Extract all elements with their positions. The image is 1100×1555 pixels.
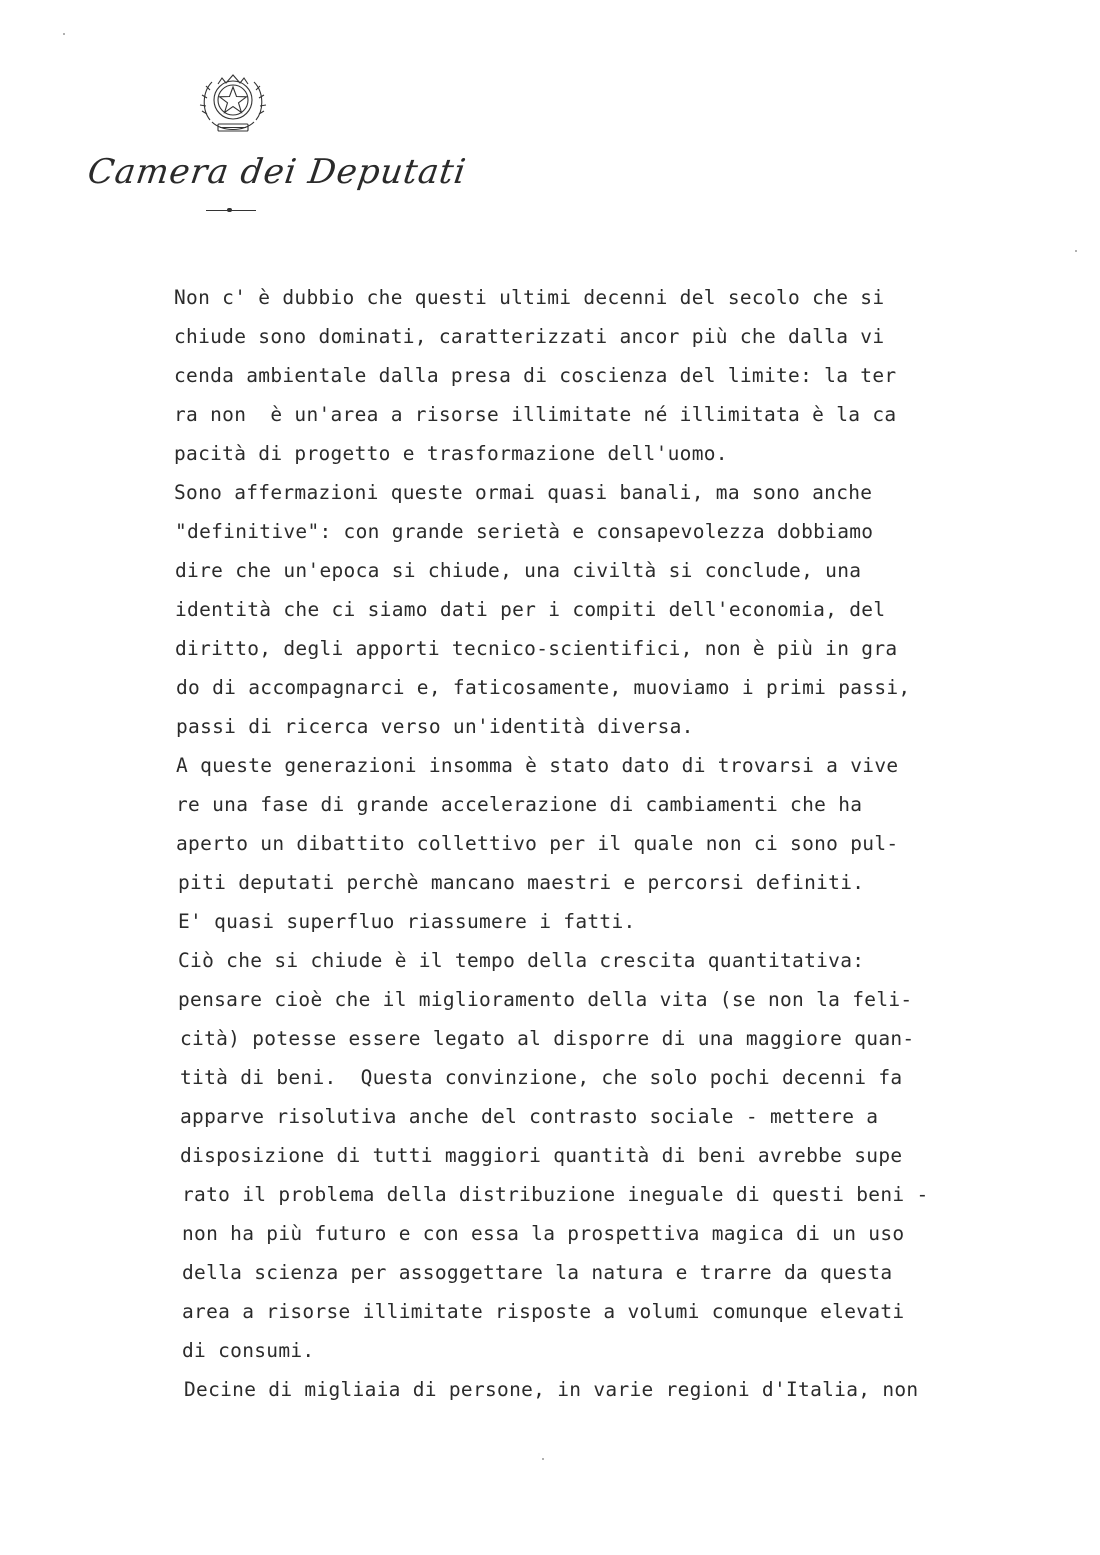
text-line: della scienza per assoggettare la natura e trarre da questa <box>182 1261 893 1284</box>
text-line: Sono affermazioni queste ormai quasi banali, ma sono anche <box>174 481 873 504</box>
text-line: cità) potesse essere legato al disporre di una maggiore quan- <box>180 1027 915 1050</box>
text-line: tità di beni. Questa convinzione, che solo pochi decenni fa <box>180 1066 903 1089</box>
text-line: pensare cioè che il miglioramento della vita (se non la feli- <box>178 988 913 1011</box>
scan-speck <box>1075 250 1077 252</box>
text-line: passi di ricerca verso un'identità diversa. <box>176 715 694 738</box>
letterhead-rule-ornament <box>227 208 232 212</box>
scan-speck <box>63 33 65 35</box>
letterhead <box>80 70 469 220</box>
text-line: chiude sono dominati, caratterizzati ancor più che dalla vi <box>174 325 885 348</box>
text-line: apparve risolutiva anche del contrasto sociale - mettere a <box>180 1105 879 1128</box>
italian-republic-emblem-icon <box>198 70 268 142</box>
text-line: cenda ambientale dalla presa di coscienza del limite: la ter <box>174 364 897 387</box>
text-line: non ha più futuro e con essa la prospettiva magica di un uso <box>182 1222 905 1245</box>
text-line: pacità di progetto e trasformazione dell'uomo. <box>174 442 728 465</box>
text-line: rato il problema della distribuzione ineguale di questi beni - <box>182 1183 929 1206</box>
scan-speck <box>542 1458 544 1460</box>
text-line: "definitive": con grande serietà e consapevolezza dobbiamo <box>175 520 874 543</box>
text-line: Ciò che si chiude è il tempo della crescita quantitativa: <box>178 949 865 972</box>
text-line: re una fase di grande accelerazione di cambiamenti che ha <box>176 793 863 816</box>
text-line: area a risorse illimitate risposte a volumi comunque elevati <box>182 1300 905 1323</box>
text-line: Decine di migliaia di persone, in varie regioni d'Italia, non <box>184 1378 919 1401</box>
text-line: diritto, degli apporti tecnico-scientifici, non è più in gra <box>175 637 898 660</box>
text-line: disposizione di tutti maggiori quantità di beni avrebbe supe <box>180 1144 903 1167</box>
text-line: aperto un dibattito collettivo per il quale non ci sono pul- <box>176 832 899 855</box>
text-line: piti deputati perchè mancano maestri e percorsi definiti. <box>178 871 865 894</box>
text-line: dire che un'epoca si chiude, una civiltà si conclude, una <box>175 559 862 582</box>
text-line: E' quasi superfluo riassumere i fatti. <box>178 910 636 933</box>
text-line: identità che ci siamo dati per i compiti dell'economia, del <box>175 598 886 621</box>
text-line: do di accompagnarci e, faticosamente, muoviamo i primi passi, <box>176 676 911 699</box>
institution-name: Camera dei Deputati <box>85 152 469 192</box>
text-line: A queste generazioni insomma è stato dato di trovarsi a vive <box>176 754 899 777</box>
document-body <box>174 278 1014 1409</box>
text-line: ra non è un'area a risorse illimitate né illimitata è la ca <box>174 403 897 426</box>
text-line: di consumi. <box>182 1339 315 1362</box>
text-line: Non c' è dubbio che questi ultimi decenni del secolo che si <box>174 286 885 309</box>
